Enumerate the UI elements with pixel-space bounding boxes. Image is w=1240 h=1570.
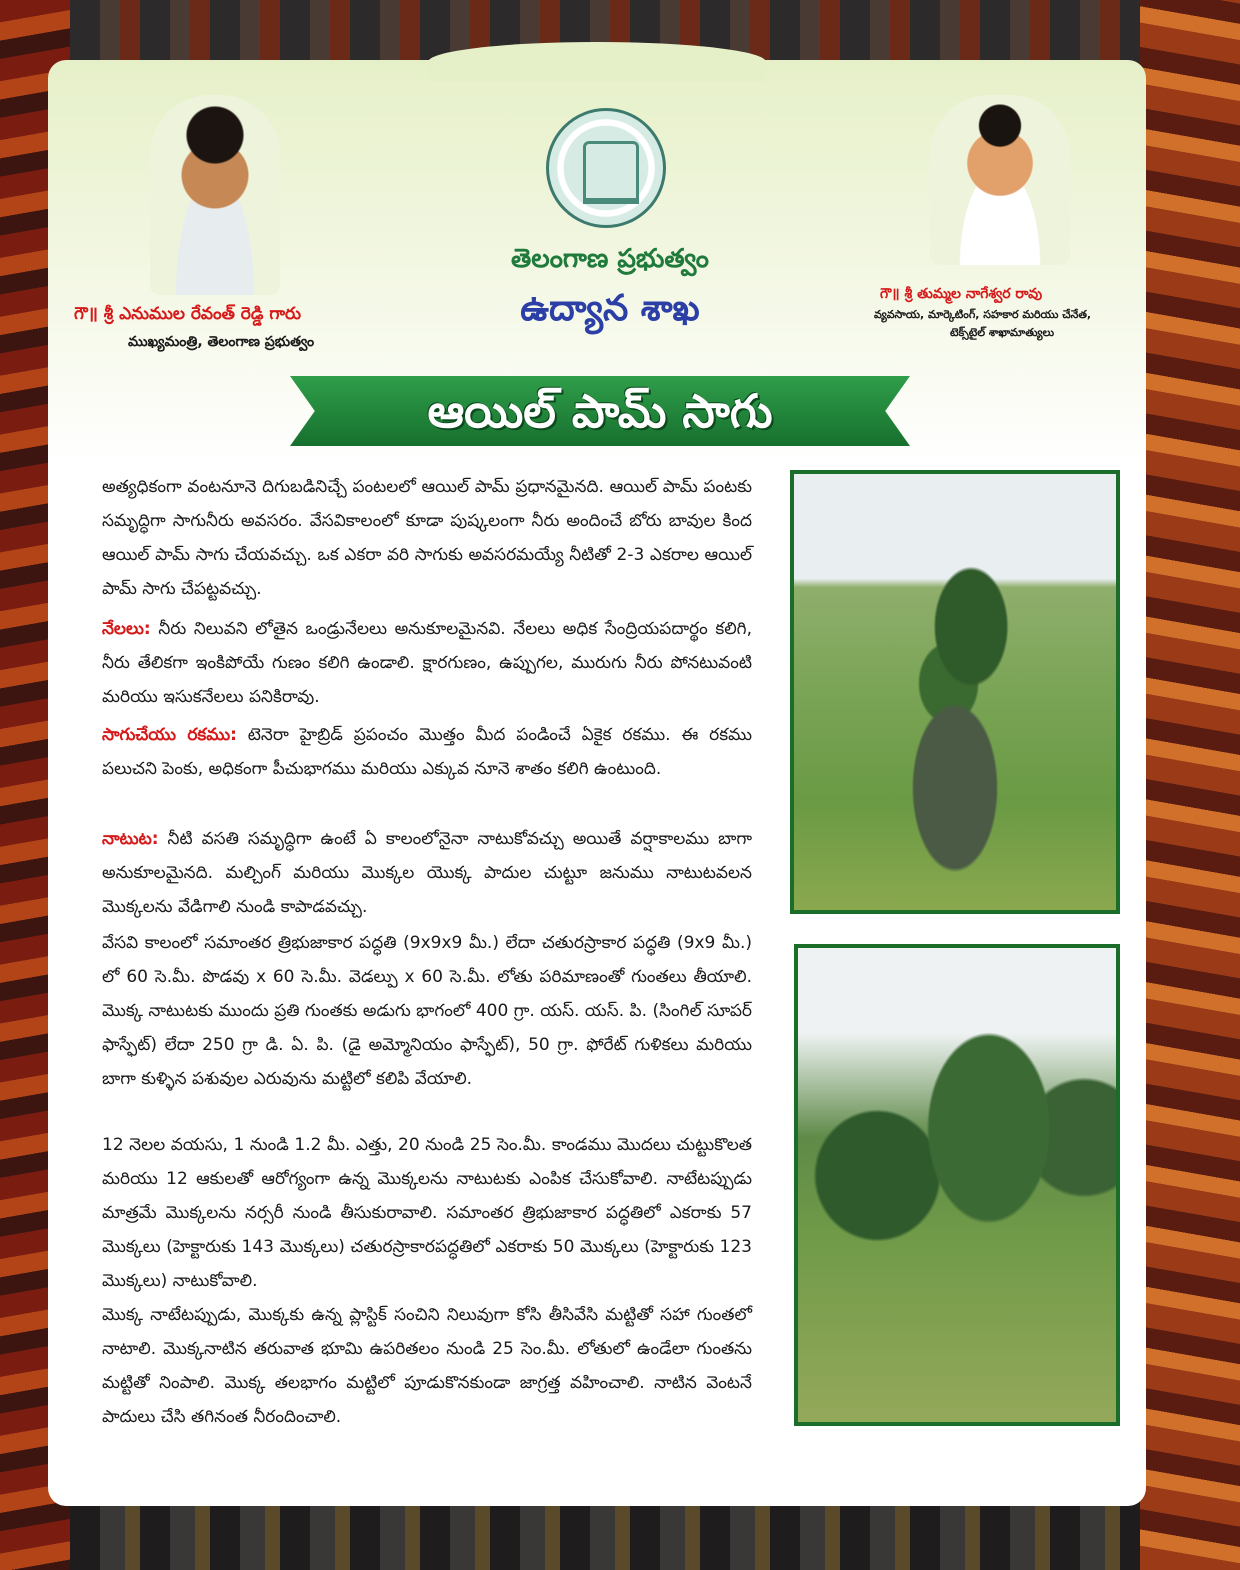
- planting-text: నీటి వసతి సమృద్ధిగా ఉంటే ఏ కాలంలోనైనా నాటుకోవచ్చు అయితే వర్షాకాలము బాగా అనుకూలమైనది. మల్చింగ్ మరియు మొక్కల యొక్క పాదుల చుట్టూ జనుము నాటుటవలన మొక్కలను వేడిగాలి నుండి కాపాడవచ్చు.: [102, 829, 752, 917]
- variety-text: టెనెరా హైబ్రిడ్ ప్రపంచం మొత్తం మీద పండించే ఏకైక రకము. ఈ రకము పలుచని పెంకు, అధికంగా పీచుభాగము మరియు ఎక్కువ నూనె శాతం కలిగి ఉంటుంది.: [102, 725, 752, 779]
- minister-portrait: [930, 95, 1070, 265]
- oil-palm-border-bottom: [0, 1500, 1240, 1570]
- minister-role: వ్యవసాయ, మార్కెటింగ్, సహకార మరియు చేనేత,: [874, 308, 1092, 321]
- soils-text: నీరు నిలువని లోతైన ఒండ్రునేలలు అనుకూలమైనవి. నేలలు అధిక సేంద్రియపదార్థం కలిగి, నీరు తేలికగా ఇంకిపోయే గుణం కలిగి ఉండాలి. క్షారగుణం, ఉప్పుగల, మురుగు నీరు పోనటువంటి మరియు ఇసుకనేలలు పనికిరావు.: [102, 619, 752, 707]
- variety-paragraph: [102, 718, 752, 786]
- planting-label: నాటుట:: [102, 829, 159, 849]
- transplant-paragraph: మొక్క నాటేటప్పుడు, మొక్కకు ఉన్న ప్లాస్టిక్ సంచిని నిలువుగా కోసి తీసివేసి మట్టితో సహా గుంతలో నాటాలి. మొక్కనాటిన తరువాత భూమి ఉపరితలం నుండి 25 సెం.మీ. లోతులో ఉండేలా గుంతను మట్టితో నింపాలి. మొక్క తలభాగం మట్టిలో పూడుకొనకుండా జాగ్రత్త వహించాలి. నాటిన వెంటనే పాదులు చేసి తగినంత నీరందించాలి.: [102, 1305, 752, 1427]
- chief-minister-role: ముఖ్యమంత్రి, తెలంగాణ ప్రభుత్వం: [128, 334, 315, 350]
- oil-palm-plantation-photo: [794, 944, 1120, 1426]
- seedlings-paragraph: 12 నెలల వయసు, 1 నుండి 1.2 మీ. ఎత్తు, 20 నుండి 25 సెం.మీ. కాండము మొదలు చుట్టుకొలత మరియు 12 ఆకులతో ఆరోగ్యంగా ఉన్న మొక్కలను నాటుటకు ఎంపిక చేసుకోవాలి. నాటేటప్పుడు మాత్రమే మొక్కలను నర్సరీ నుండి తీసుకురావాలి. సమాంతర త్రిభుజాకార పద్ధతిలో ఎకరాకు 57 మొక్కలు (హెక్టారుకు 143 మొక్కలు) చతురస్రాకారపద్ధతిలో ఎకరాకు 50 మొక్కలు (హెక్టారుకు 123 మొక్కలు) నాటుకోవాలి.: [102, 1135, 752, 1291]
- planting-paragraph: [102, 822, 752, 924]
- pits-paragraph: వేసవి కాలంలో సమాంతర త్రిభుజాకార పద్ధతి (9x9x9 మీ.) లేదా చతురస్రాకార పద్ధతి (9x9 మీ.) లో 60 సె.మీ. పొడవు x 60 సె.మీ. వెడల్పు x 60 సె.మీ. లోతు పరిమాణంతో గుంతలు తీయాలి. మొక్క నాటుటకు ముందు ప్రతి గుంతకు అడుగు భాగంలో 400 గ్రా. యస్. యస్. పి. (సింగిల్ సూపర్ ఫాస్ఫేట్) లేదా 250 గ్రా డి. ఏ. పి. (డై అమ్మోనియం ఫాస్ఫేట్), 50 గ్రా. ఫోరేట్ గుళికలు మరియు బాగా కుళ్ళిన పశువుల ఎరువును మట్టిలో కలిపి వేయాలి.: [102, 933, 752, 1089]
- intro-paragraph: అత్యధికంగా వంటనూనె దిగుబడినిచ్చే పంటలలో ఆయిల్ పామ్ ప్రధానమైనది. ఆయిల్ పామ్ పంటకు సమృద్ధిగా సాగునీరు అవసరం. వేసవికాలంలో కూడా పుష్కలంగా నీరు అందించే బోరు బావుల కింద ఆయిల్ పామ్ సాగు చేయవచ్చు. ఒక ఎకరా వరి సాగుకు అవసరమయ్యే నీటితో 2-3 ఎకరాల ఆయిల్ పామ్ సాగు చేపట్టవచ్చు.: [102, 477, 752, 599]
- department-name: ఉద్యాన శాఖ: [520, 288, 700, 329]
- telangana-government-seal: [546, 108, 666, 228]
- soils-paragraph: [102, 612, 752, 714]
- government-name: తెలంగాణ ప్రభుత్వం: [511, 244, 709, 274]
- variety-label: సాగుచేయు రకము:: [102, 725, 237, 745]
- chief-minister-portrait: [150, 95, 280, 295]
- chief-minister-name: గౌ॥ శ్రీ ఎనుముల రేవంత్ రెడ్డి గారు: [74, 304, 301, 324]
- oil-palm-border-right: [1140, 0, 1240, 1570]
- minister-role-2: టెక్స్‌టైల్ శాఖామాత్యులు: [950, 326, 1055, 339]
- young-oil-palm-photo: [790, 470, 1120, 914]
- page-title: ఆయిల్ పామ్ సాగు: [427, 384, 773, 438]
- minister-name: గౌ॥ శ్రీ తుమ్మల నాగేశ్వర రావు: [880, 286, 1043, 302]
- soils-label: నేలలు:: [102, 619, 151, 639]
